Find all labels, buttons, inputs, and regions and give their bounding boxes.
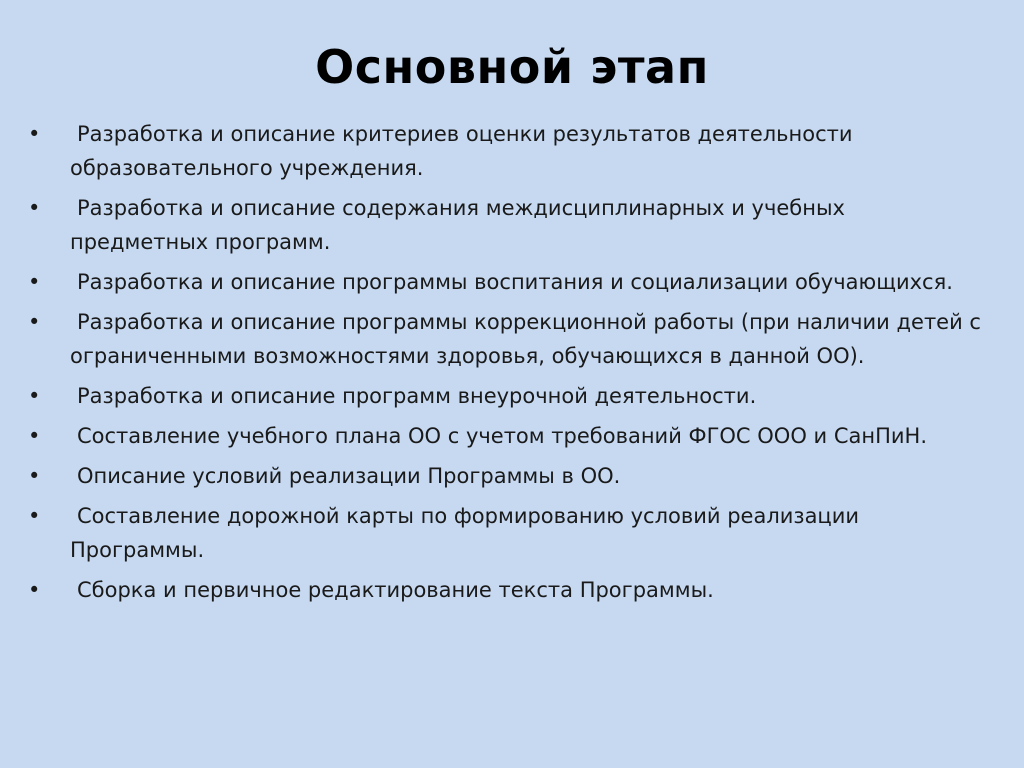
bullet-icon: • [28,424,41,448]
slide-title: Основной этап [315,40,709,94]
list-item [28,117,988,185]
list-item-text: Составление дорожной карты по формированию условий реализации Программы. [70,504,860,562]
bullet-icon: • [28,578,41,602]
list-item-text: Разработка и описание программы коррекционной работы (при наличии детей с ограниченными возможностями здоровья, обучающихся в данной ОО). [70,310,981,368]
bullet-icon: • [28,196,41,220]
list-item-text: Сборка и первичное редактирование текста Программы. [77,578,714,602]
bullet-icon: • [28,122,41,146]
bullet-icon: • [28,310,41,334]
list-item [28,305,988,373]
bullet-icon: • [28,270,41,294]
list-item-text: Разработка и описание содержания междисциплинарных и учебных предметных программ. [70,196,845,254]
bullet-icon: • [28,384,41,408]
list-item-text: Разработка и описание программы воспитания и социализации обучающихся. [77,270,953,294]
list-item [28,379,988,413]
list-item [28,191,988,259]
list-item [28,573,988,607]
bullet-list [28,117,988,613]
bullet-icon: • [28,464,41,488]
list-item [28,459,988,493]
list-item-text: Описание условий реализации Программы в ОО. [77,464,621,488]
list-item-text: Составление учебного плана ОО с учетом требований ФГОС ООО и СанПиН. [77,424,928,448]
list-item-text: Разработка и описание критериев оценки результатов деятельности образовательного учреждения. [70,122,853,180]
list-item [28,419,988,453]
list-item-text: Разработка и описание программ внеурочной деятельности. [77,384,757,408]
list-item [28,265,988,299]
bullet-icon: • [28,504,41,528]
list-item [28,499,988,567]
